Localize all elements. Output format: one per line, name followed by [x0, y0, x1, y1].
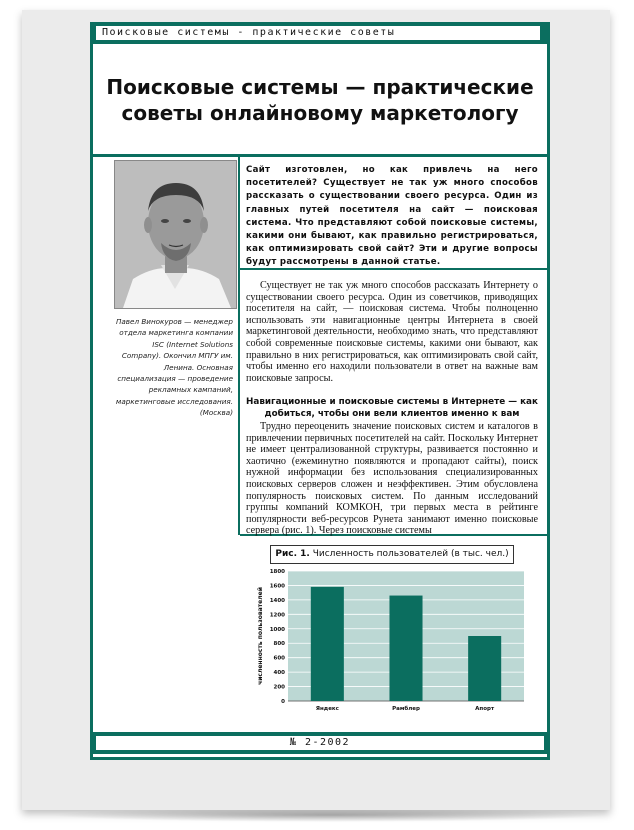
y-tick-label: 400 [273, 670, 285, 677]
section-heading: Навигационные и поисковые системы в Интернете — как добиться, чтобы они вели клиентов именно к вам [246, 397, 538, 419]
x-tick-label: Рамблер [392, 706, 420, 712]
paragraph: Существует не так уж много способов рассказать Интернету о существовании своего ресурса. Один из советчиков, приводящих посетителя на сайт, — поисковая система. Чтобы полноценно использовать эти навигационные центры Интернета в своей маркетинговой деятельности, необходимо знать, что представляют собой современные поисковые системы, какими они бывают, как правильно в них регистрироваться, как оптимизировать свой сайт, чтобы именно его находили пользователи в ответ на важные вам поисковые запросы. [246, 280, 538, 384]
title-line-1: Поисковые системы — практические [106, 75, 534, 99]
y-axis-label: численность пользователей [257, 587, 264, 685]
y-tick-label: 1000 [269, 626, 285, 633]
y-tick-label: 200 [273, 684, 285, 691]
bar [468, 636, 501, 701]
column-divider [238, 157, 240, 535]
page-number: 39 [517, 25, 537, 40]
page-shadow [50, 808, 610, 822]
running-header [90, 22, 550, 44]
title-line-2: советы онлайновому маркетологу [121, 101, 519, 125]
x-tick-label: Яндекс [315, 706, 339, 712]
title-rule [90, 154, 550, 157]
y-tick-label: 1800 [269, 569, 285, 575]
page-footer [90, 732, 550, 754]
lead-paragraph: Сайт изготовлен, но как привлечь на него посетителей? Существует не так уж много способов рассказать о существовании своего ресурса. Один из главных путей посетителя на сайт — поисковая система. Что представляют собой поисковые системы, какими они бывают, как правильно регистрироваться, как оптимизировать свой сайт? Эти и другие вопросы будут рассмотрены в данной статье. [246, 165, 538, 268]
users-bar-chart [250, 565, 532, 715]
author-portrait-image [115, 161, 236, 308]
author-caption: Павел Винокуров — менеджер отдела маркетинга компании ISC (Internet Solutions Company). Окончил МПГУ им. Ленина. Основная специализация — проведение рекламных кампаний, маркетинговые исследования. (Москва) [115, 317, 233, 418]
y-tick-label: 1200 [269, 612, 285, 619]
body-text-2 [246, 421, 538, 537]
issue-number: № 2-2002 [96, 736, 544, 750]
author-photo [114, 160, 237, 309]
y-tick-label: 1400 [269, 597, 285, 604]
article-title [96, 74, 544, 126]
figure-caption: Численность пользователей (в тыс. чел.) [312, 549, 509, 559]
y-tick-label: 0 [281, 699, 285, 705]
y-tick-label: 600 [273, 655, 285, 662]
bar [311, 587, 344, 701]
paragraph: Трудно переоценить значение поисковых систем и каталогов в привлечении первичных посетителей на сайт. Поскольку Интернет не имеет централизованной структуры, развивается постоянно и хаотично (ежеминутно появляются и пропадают сайты), поиск нужной информации без использования специализированных поисковых серверов сложен и неэффективен. Этим обусловлена популярность поисковых систем. По данным исследований группы компаний КОМКОН, три первых места в рейтинге популярности веб-ресурсов Рунета занимают именно поисковые сервера (рис. 1). Через поисковые системы [246, 421, 538, 537]
y-tick-label: 800 [273, 641, 285, 648]
figure-label: Рис. 1. [275, 549, 310, 559]
x-tick-label: Апорт [475, 706, 495, 712]
running-title: Поисковые системы - практические советы [96, 26, 540, 40]
body-text-1 [246, 280, 538, 384]
y-tick-label: 1600 [269, 583, 285, 590]
figure-title [270, 545, 514, 564]
bar [389, 596, 422, 701]
